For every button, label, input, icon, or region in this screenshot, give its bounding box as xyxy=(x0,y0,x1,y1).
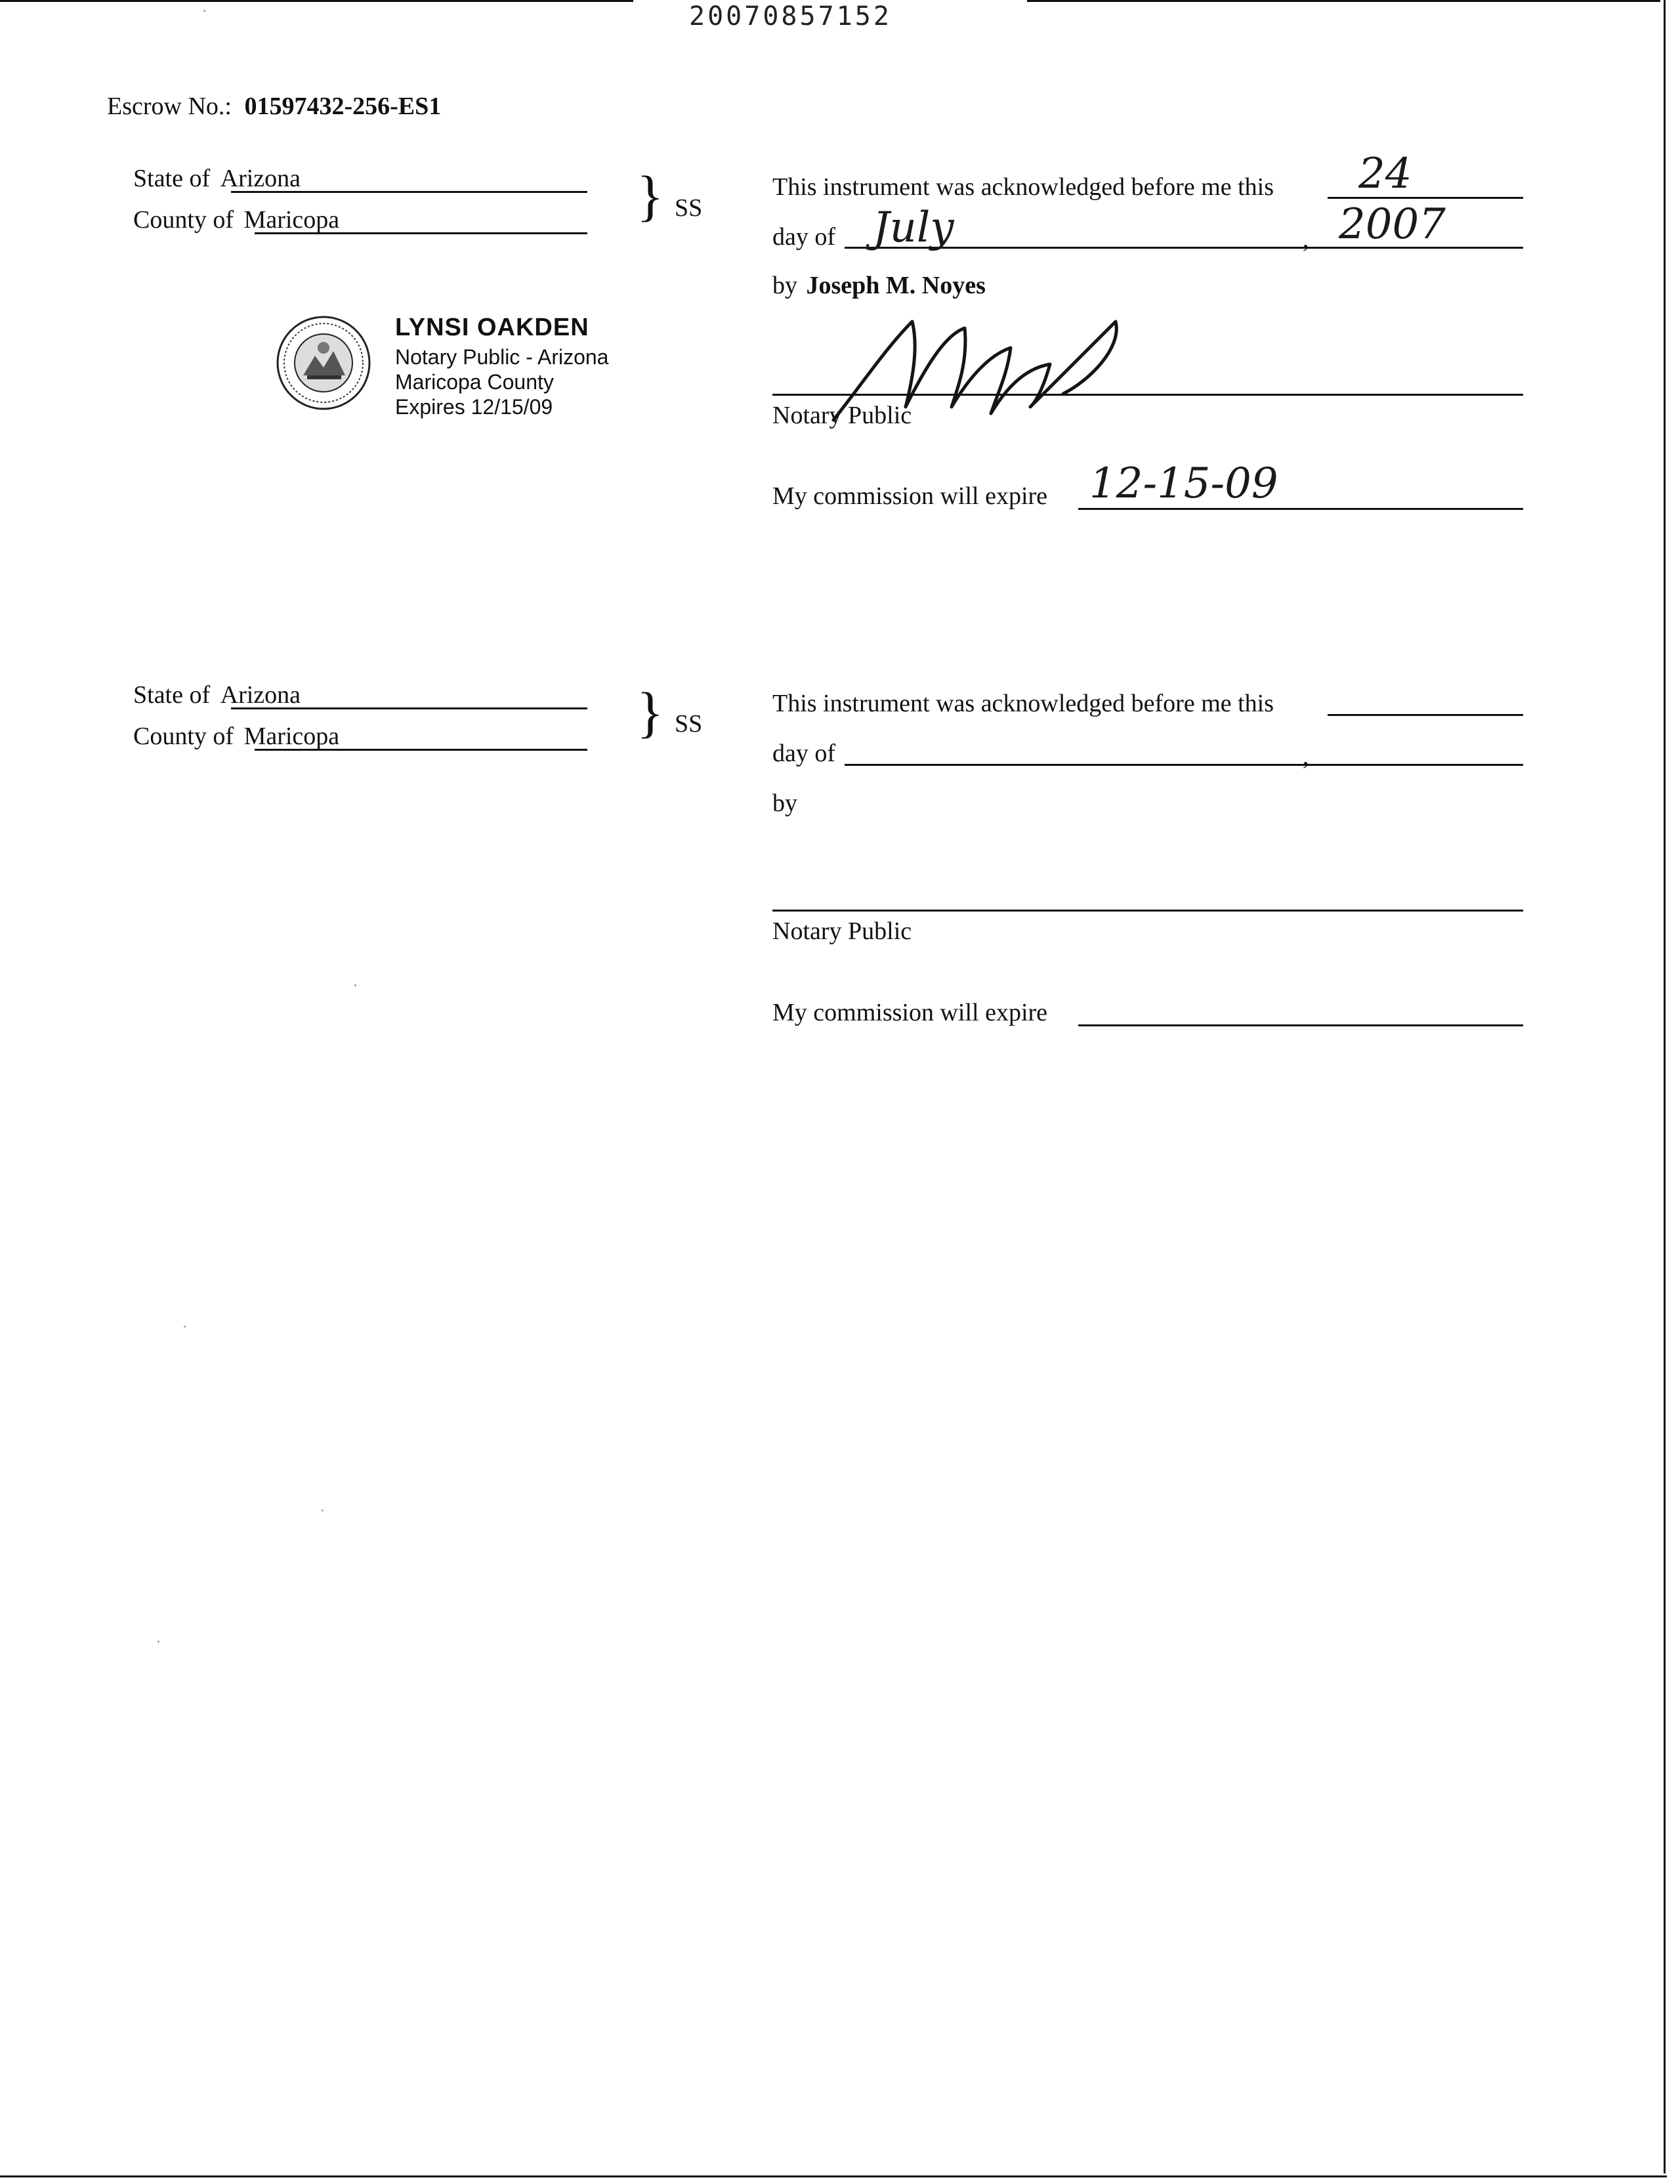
county-underline xyxy=(255,232,587,234)
county-line-1 xyxy=(133,207,339,232)
stamp-line-county: Maricopa County xyxy=(395,370,554,394)
county-value: Maricopa xyxy=(243,723,340,750)
escrow-label: Escrow No.: xyxy=(107,93,232,120)
by-label: by xyxy=(772,789,797,817)
notary-stamp xyxy=(395,314,608,419)
stamp-notary-name: LYNSI OAKDEN xyxy=(395,314,589,341)
county-underline xyxy=(255,749,587,751)
day-of-label: day of xyxy=(772,740,836,767)
notary-public-label: Notary Public xyxy=(772,917,912,945)
acknowledged-by-name: Joseph M. Noyes xyxy=(806,272,986,299)
state-underline xyxy=(231,707,587,709)
by-line-1 xyxy=(772,273,986,298)
brace-symbol: } xyxy=(637,164,664,227)
notary-signature-line xyxy=(772,394,1523,396)
escrow-number: 01597432-256-ES1 xyxy=(244,93,442,120)
state-label: State of xyxy=(133,165,211,192)
arizona-state-seal-icon xyxy=(276,315,371,411)
top-border-left xyxy=(0,0,633,2)
ss-label: SS xyxy=(675,194,703,222)
by-label: by xyxy=(772,272,797,299)
bottom-border xyxy=(0,2175,1667,2177)
month-year-underline xyxy=(845,764,1523,766)
day-of-label: day of xyxy=(772,223,836,251)
stamp-line-notary: Notary Public - Arizona xyxy=(395,345,609,369)
county-label: County of xyxy=(133,206,234,234)
scan-speck xyxy=(203,10,205,12)
stamp-line-expires: Expires 12/15/09 xyxy=(395,395,553,419)
scan-speck xyxy=(354,984,356,986)
handwritten-commission-date: 12-15-09 xyxy=(1089,459,1278,508)
state-value: Arizona xyxy=(220,165,301,192)
county-value: Maricopa xyxy=(243,206,340,234)
scan-speck xyxy=(184,1326,186,1328)
state-label: State of xyxy=(133,681,211,709)
top-border-right xyxy=(1027,0,1660,2)
day-underline xyxy=(1328,714,1523,716)
notary-signature-line xyxy=(772,910,1523,912)
recording-number: 20070857152 xyxy=(689,1,892,32)
commission-label: My commission will expire xyxy=(772,482,1048,510)
county-line-2 xyxy=(133,724,339,749)
right-border xyxy=(1664,0,1666,2174)
day-underline xyxy=(1328,197,1523,199)
date-comma: , xyxy=(1303,226,1309,253)
handwritten-year: 2007 xyxy=(1339,200,1446,249)
state-line-2 xyxy=(133,682,301,707)
handwritten-day: 24 xyxy=(1358,150,1412,198)
commission-underline xyxy=(1078,508,1523,510)
commission-label: My commission will expire xyxy=(772,999,1048,1026)
state-value: Arizona xyxy=(220,681,301,709)
commission-underline xyxy=(1078,1024,1523,1026)
ss-label: SS xyxy=(675,710,703,738)
notary-public-label: Notary Public xyxy=(772,402,912,429)
date-comma: , xyxy=(1303,743,1309,770)
escrow-line xyxy=(107,94,441,119)
acknowledgment-text: This instrument was acknowledged before me this xyxy=(772,173,1274,201)
handwritten-month: July xyxy=(873,203,954,252)
acknowledgment-text: This instrument was acknowledged before me this xyxy=(772,690,1274,717)
state-underline xyxy=(231,191,587,193)
scan-speck xyxy=(158,1641,159,1643)
brace-symbol: } xyxy=(637,681,664,744)
county-label: County of xyxy=(133,723,234,750)
scan-speck xyxy=(322,1509,324,1511)
state-line-1 xyxy=(133,166,301,191)
